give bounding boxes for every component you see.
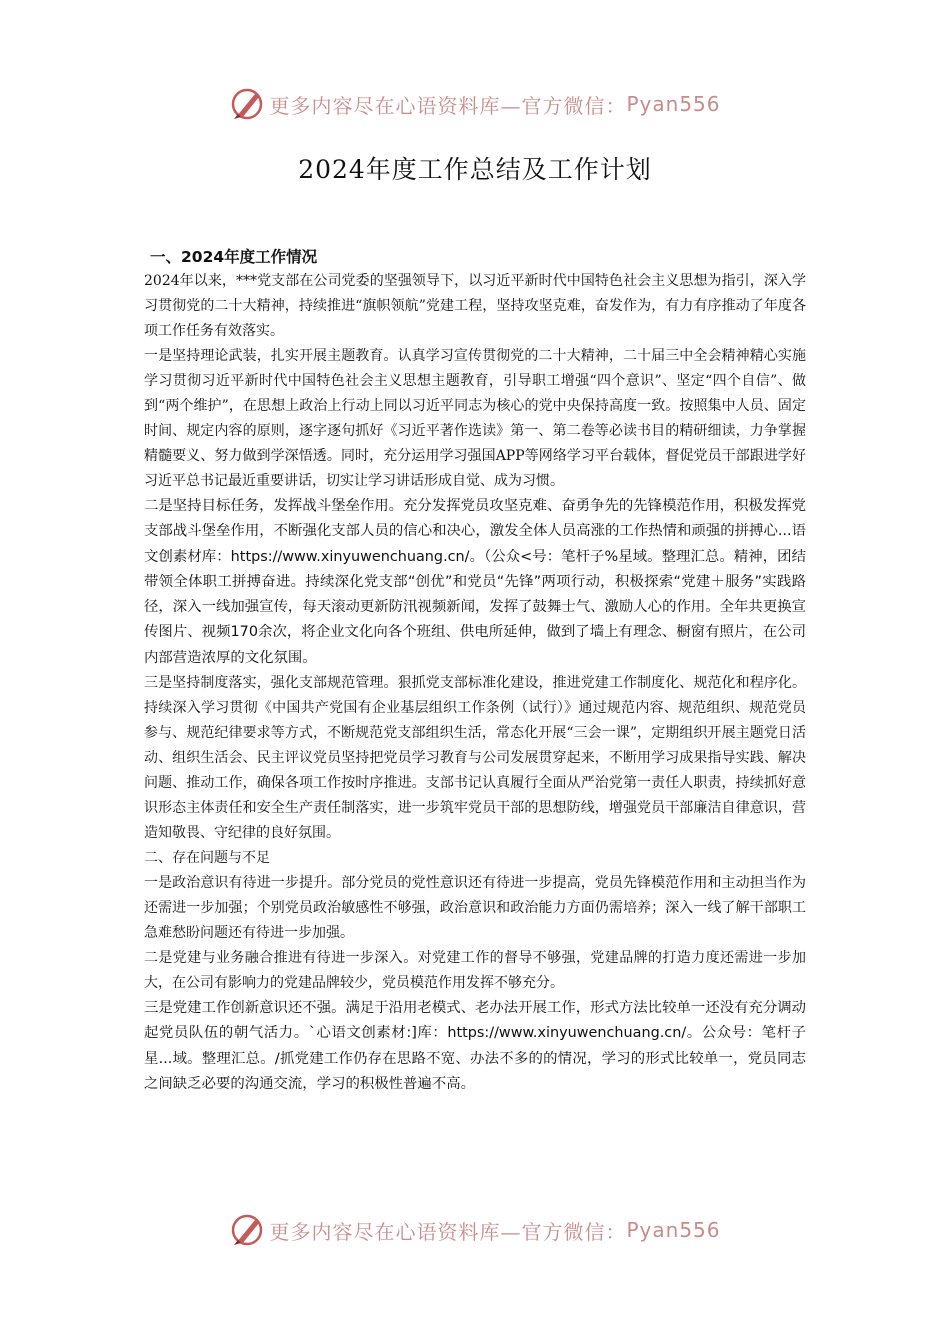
paragraph-point-one: 一是坚持理论武装，扎实开展主题教育。认真学习宣传贯彻党的二十大精神，二十届三中全会精神精心实施学习贯彻习近平新时代中国特色社会主义思想主题教育，引导职工增强“四个意识”、坚定“四个自信”、做到“两个维护”，在思想上政治上行动上同以习近平同志为核心的党中央保持高度一致。按照集中人员、固定时间、规定内容的原则，逐字逐句抓好《习近平著作选读》第一、第二卷等必读书目的精研细读，力争掌握精髓要义、努力做到学深悟透。同时，充分运用学习强国APP等网络学习平台载体，督促党员干部跟进学好习近平总书记最近重要讲话，切实让学习讲话形成自觉、成为习惯。 — [144, 348, 806, 489]
document-body — [144, 245, 806, 1097]
header-banner — [0, 84, 950, 124]
section-heading-2: 二、存在问题与不足 — [144, 850, 270, 867]
document-title: 2024年度工作总结及工作计划 — [298, 155, 652, 184]
pen-logo-icon — [229, 86, 265, 122]
paragraph-point-two: 二是坚持目标任务，发挥战斗堡垒作用。充分发挥党员攻坚克难、奋勇争先的先锋模范作用，积极发挥党支部战斗堡垒作用，不断强化支部人员的信心和决心，激发全体人员高涨的工作热情和顽强的拼搏心...语文创素材库：https://www.xinyuwenchuang.cn/。（公众<号：笔杆子%星域。整理汇总。精神，团结带领全体职工拼搏奋进。持续深化党支部“创优”和党员“先锋”两项行动，积极探索“党建＋服务”实践路径，深入一线加强宣传，每天滚动更新防汛视频新闻，发挥了鼓舞士气、激励人心的作用。全年共更换宣传图片、视频170余次，将企业文化向各个班组、供电所延伸，做到了墙上有理念、橱窗有照片，在公司内部营造浓厚的文化氛围。 — [144, 498, 806, 666]
banner-wechat-id: Pyan556 — [626, 1218, 721, 1242]
paragraph-point-three: 三是坚持制度落实，强化支部规范管理。狠抓党支部标准化建设，推进党建工作制度化、规范化和程序化。持续深入学习贯彻《中国共产党国有企业基层组织工作条例（试行）》通过规范内容、规范组织、规范党员参与、规范纪律要求等方式，不断规范党支部组织生活，常态化开展“三会一课”，定期组织开展主题党日活动、组织生活会、民主评议党员坚持把党员学习教育与公司发展贯穿起来，不断用学习成果指导实践、解决问题、推动工作，确保各项工作按时序推进。支部书记认真履行全面从严治党第一责任人职责，持续抓好意识形态主体责任和安全生产责任制落实，进一步筑牢党员干部的思想防线，增强党员干部廉洁自律意识，营造知敬畏、守纪律的良好氛围。 — [144, 675, 806, 842]
banner-text: 更多内容尽在心语资料库—官方微信： — [269, 1219, 627, 1244]
paragraph-intro: 2024年以来，***党支部在公司党委的坚强领导下，以习近平新时代中国特色社会主义思想为指引，深入学习贯彻党的二十大精神，持续推进“旗帜领航”党建工程，坚持攻坚克难，奋发作为，有力有序推动了年度各项工作任务有效落实。 — [144, 273, 806, 339]
banner-text: 更多内容尽在心语资料库—官方微信： — [269, 93, 627, 118]
paragraph-problem-one: 一是政治意识有待进一步提升。部分党员的党性意识还有待进一步提高，党员先锋模范作用和主动担当作为还需进一步加强；个别党员政治敏感性不够强，政治意识和政治能力方面仍需培养；深入一线了解干部职工急难愁盼问题还有待进一步加强。 — [144, 875, 806, 942]
banner-wechat-id: Pyan556 — [626, 92, 721, 116]
paragraph-problem-two: 二是党建与业务融合推进有待进一步深入。对党建工作的督导不够强，党建品牌的打造力度还需进一步加大，在公司有影响力的党建品牌较少，党员模范作用发挥不够充分。 — [144, 950, 806, 992]
paragraph-problem-three: 三是党建工作创新意识还不强。满足于沿用老模式、老办法开展工作，形式方法比较单一还没有充分调动起党员队伍的朝气活力。`心语文创素材:]库：https://www.xinyuwenchuang.cn/。公众号：笔杆子星...域。整理汇总。/抓党建工作仍存在思路不宽、办法不多的的情况，学习的形式比较单一，党员同志之间缺乏必要的沟通交流，学习的积极性普遍不高。 — [144, 1000, 806, 1092]
footer-banner — [0, 1210, 950, 1250]
pen-logo-icon — [229, 1212, 265, 1248]
section-heading-1: 一、2024年度工作情况 — [150, 248, 318, 266]
